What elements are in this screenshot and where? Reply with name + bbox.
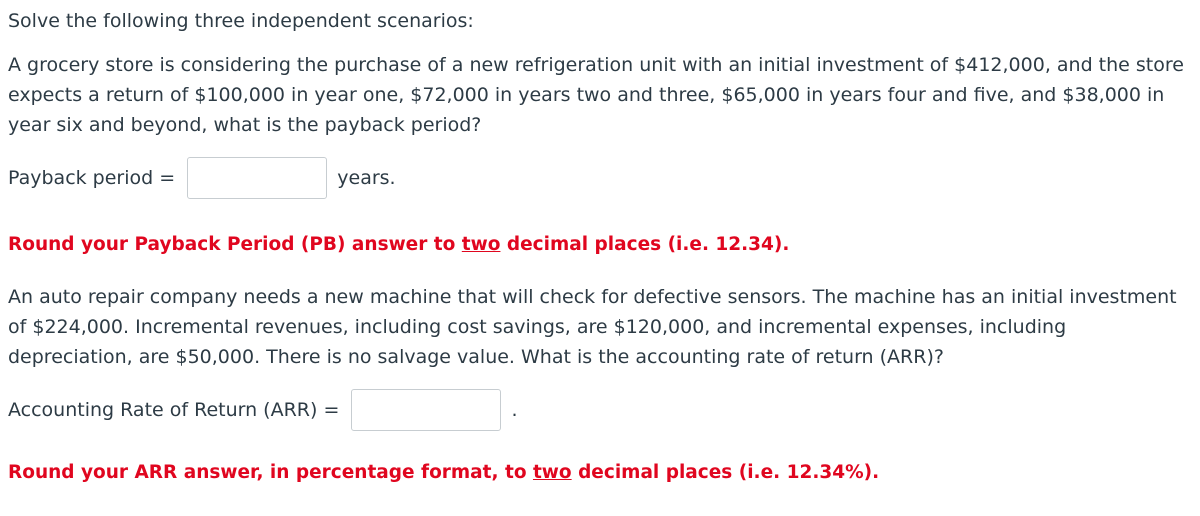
- payback-note-emph: two: [461, 234, 501, 255]
- arr-label: Accounting Rate of Return (ARR) =: [8, 399, 346, 421]
- payback-answer-row: [8, 156, 1200, 200]
- arr-answer-row: [8, 388, 1200, 432]
- payback-suffix: years.: [331, 167, 396, 189]
- scenario1-question: A grocery store is considering the purchase of a new refrigeration unit with an initial investment of $412,000, and the store expects a return of $100,000 in year one, $72,000 in years two and three, $65,000 in years four and five, and $38,000 in year six and beyond, what is the payback period?: [8, 54, 1184, 136]
- payback-label: Payback period =: [8, 167, 182, 189]
- arr-note-after: decimal places (i.e. 12.34%).: [571, 462, 880, 483]
- scenario2-question: An auto repair company needs a new machine that will check for defective sensors. The machine has an initial investment of $224,000. Incremental revenues, including cost savings, are $120,000, and incremental expenses, including depreciation, are $50,000. There is no salvage value. What is the accounting rate of return (ARR)?: [8, 286, 1177, 368]
- arr-suffix: .: [505, 399, 518, 421]
- arr-rounding-note: [8, 458, 1200, 488]
- arr-note-emph: two: [532, 462, 572, 483]
- arr-note-before: Round your ARR answer, in percentage format, to: [8, 462, 533, 483]
- payback-note-before: Round your Payback Period (PB) answer to: [8, 234, 462, 255]
- payback-rounding-note: [8, 230, 1200, 260]
- payback-note-after: decimal places (i.e. 12.34).: [500, 234, 790, 255]
- intro-text: Solve the following three independent scenarios:: [8, 10, 474, 32]
- payback-period-input[interactable]: [187, 157, 327, 199]
- arr-input[interactable]: [351, 389, 501, 431]
